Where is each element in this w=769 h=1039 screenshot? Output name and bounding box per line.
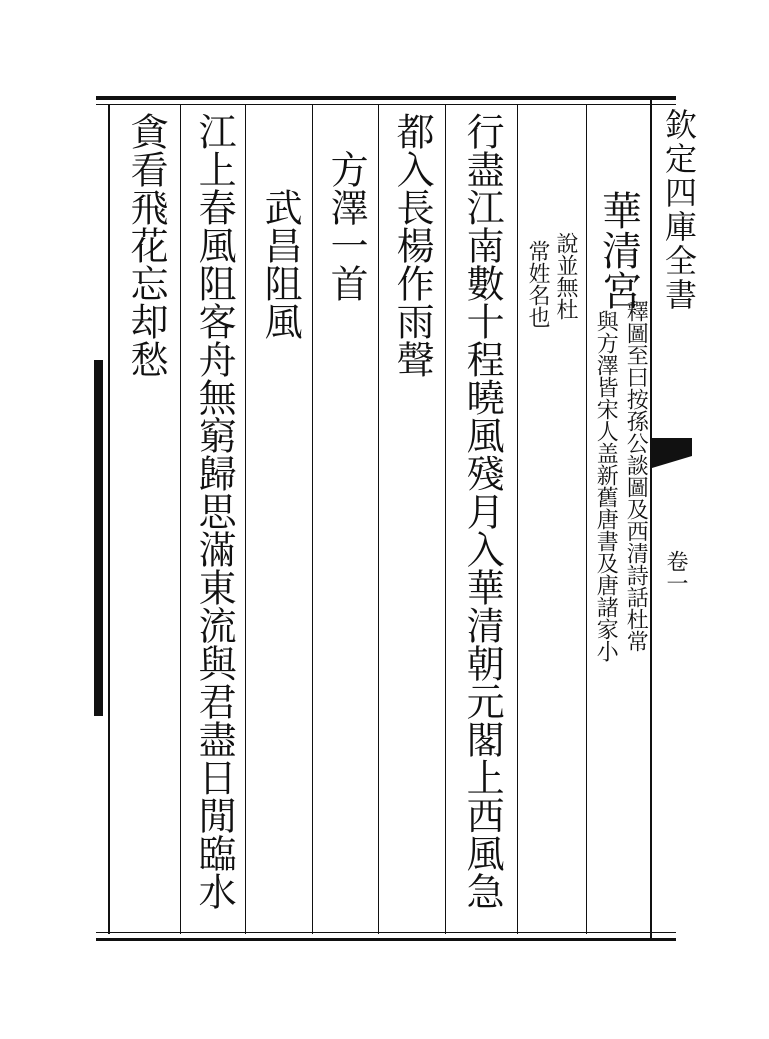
poem-line-text: 行盡江南數十程曉風殘月入華清朝元閣上西風急	[460, 112, 505, 910]
column-divider	[180, 104, 181, 934]
page-edge	[650, 96, 698, 940]
left-border	[108, 104, 110, 934]
poem-line	[458, 112, 506, 910]
annotation2-left	[524, 240, 550, 328]
poem-line	[122, 112, 170, 378]
annotation2-right	[552, 232, 578, 320]
column-divider	[445, 104, 446, 934]
bottom-border-thin	[96, 932, 676, 933]
poem-title-text: 華清宮	[595, 190, 642, 310]
annotation-left	[592, 310, 618, 662]
column-divider	[378, 104, 379, 934]
annotation-left-text: 與方澤皆宋人盖新舊唐書及唐諸家小	[593, 310, 619, 662]
column-divider	[245, 104, 246, 934]
column-divider	[517, 104, 518, 934]
top-border-thin	[96, 104, 676, 105]
fish-tail-mark	[652, 438, 692, 468]
book-title: 欽定四庫全書	[660, 108, 698, 312]
volume-label: 卷一	[663, 550, 688, 594]
poem-title	[596, 190, 640, 310]
binding-mark	[94, 360, 103, 716]
column-divider	[312, 104, 313, 934]
annotation-right-text: 釋圖至曰按孫公談圖及西清詩話杜常	[623, 300, 649, 652]
poem-line-text: 江上春風阻客舟無窮歸思滿東流與君盡日閒臨水	[192, 112, 237, 910]
annotation2-left-text: 常姓名也	[525, 240, 550, 328]
poem-line	[388, 112, 436, 378]
top-border	[96, 96, 676, 100]
poem-line-text: 貪看飛花忘却愁	[124, 112, 169, 378]
author-text: 方澤一首	[324, 150, 369, 302]
annotation-right	[622, 300, 648, 652]
poem2-title-text: 武昌阻風	[258, 188, 303, 340]
poem-line	[190, 112, 238, 910]
poem-line-text: 都入長楊作雨聲	[390, 112, 435, 378]
annotation2-right-text: 說並無杜	[553, 232, 578, 320]
poem2-title	[256, 188, 304, 340]
author-line	[322, 150, 370, 302]
bottom-border	[96, 938, 676, 941]
